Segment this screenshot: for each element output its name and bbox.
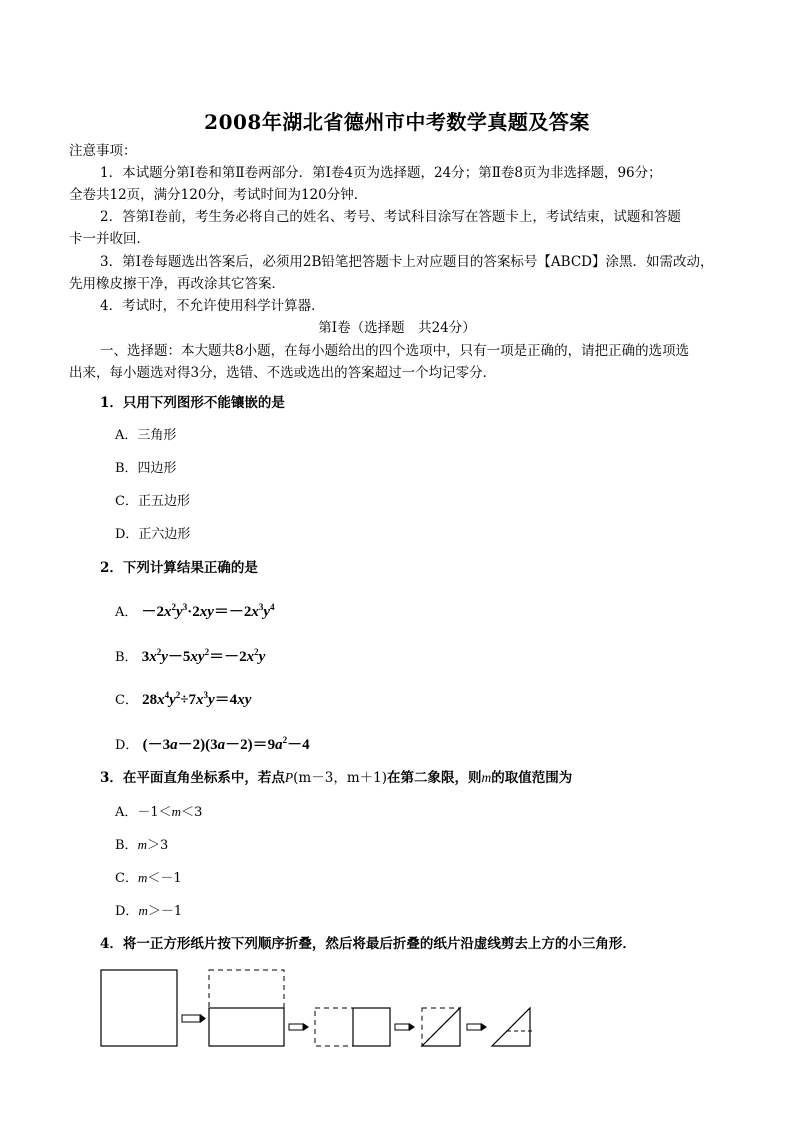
question-3-option-c-bound: ＜－1 bbox=[147, 871, 182, 886]
fold-arrow-4 bbox=[467, 1023, 487, 1031]
question-3-stem-c: 的取值范围为 bbox=[491, 770, 573, 786]
question-3-option-a bbox=[115, 803, 202, 822]
question-2-stem: 2．下列计算结果正确的是 bbox=[100, 560, 258, 576]
question-3-option-d bbox=[115, 902, 182, 921]
fold-arrow-3 bbox=[395, 1023, 415, 1031]
question-3-option-d-label: D． bbox=[115, 904, 139, 919]
question-2-option-b bbox=[115, 643, 265, 667]
notice-heading: 注意事项： bbox=[69, 143, 137, 159]
question-4-stem: 4．将一正方形纸片按下列顺序折叠，然后将最后折叠的纸片沿虚线剪去上方的小三角形． bbox=[100, 936, 636, 952]
question-3-stem bbox=[100, 769, 572, 787]
page-title: 2008年湖北省德州市中考数学真题及答案 bbox=[204, 110, 590, 134]
question-3-var: m bbox=[481, 770, 492, 785]
notice-item-2: 2．答第Ⅰ卷前，考生务必将自己的姓名、考号、考试科目涂写在答题卡上，考试结束，试题和答题 bbox=[100, 209, 681, 225]
question-3-point: P bbox=[284, 770, 294, 785]
question-3-option-d-bound: ＞－1 bbox=[147, 904, 183, 919]
question-2-option-a bbox=[115, 598, 275, 622]
question-2-option-d-label: D． bbox=[115, 738, 139, 753]
question-2-option-c-formula: $28x^4y^2\div 7x^3y=4xy$ bbox=[142, 690, 252, 708]
fold-arrow-2 bbox=[289, 1023, 309, 1031]
notice-item-1: 1．本试题分第Ⅰ卷和第Ⅱ卷两部分．第Ⅰ卷4页为选择题，24分；第Ⅱ卷8页为非选择题，96分； bbox=[100, 165, 662, 181]
notice-item-3: 3．第Ⅰ卷每题选出答案后，必须用2B铅笔把答题卡上对应题目的答案标号【ABCD】涂黑．如需改动， bbox=[100, 254, 714, 270]
question-3-option-b bbox=[115, 836, 168, 855]
fold-step-2 bbox=[209, 970, 284, 1046]
question-2-option-b-label: B． bbox=[115, 650, 138, 665]
question-2-option-c-label: C． bbox=[115, 693, 138, 708]
notice-item-2-cont: 卡一并收回． bbox=[69, 231, 150, 247]
question-3-stem-a: 3．在平面直角坐标系中，若点 bbox=[100, 770, 285, 786]
question-2-option-d bbox=[115, 731, 310, 755]
question-3-option-a-bound: ＜3 bbox=[181, 805, 203, 820]
question-3-coords: (m－3，m＋1) bbox=[293, 770, 387, 786]
question-3-option-a-var: m bbox=[171, 804, 182, 819]
section-intro-cont: 出来，每小题选对得3分，选错、不选或选出的答案超过一个均记零分． bbox=[69, 365, 497, 381]
fold-step-3 bbox=[315, 1008, 390, 1046]
question-2-option-d-formula: $(-3a-2)(3a-2)=9a^2-4$ bbox=[142, 735, 310, 753]
fold-arrow-1 bbox=[182, 1014, 206, 1023]
question-2-option-a-formula: $-2x^2y^3\cdot 2xy=-2x^3y^4$ bbox=[141, 602, 275, 620]
question-3-option-b-label: B． bbox=[115, 838, 138, 853]
question-1-option-c: C．正五边形 bbox=[115, 494, 190, 509]
question-3-stem-b: 在第二象限，则 bbox=[386, 770, 482, 786]
folding-diagram bbox=[95, 960, 540, 1050]
question-3-option-c-var: m bbox=[137, 870, 148, 885]
question-3-option-c-label: C． bbox=[115, 871, 138, 886]
question-3-option-b-var: m bbox=[137, 837, 147, 852]
question-1-stem: 1．只用下列图形不能镶嵌的是 bbox=[100, 395, 285, 411]
question-1-option-a: A．三角形 bbox=[115, 428, 177, 443]
question-3-option-c bbox=[115, 869, 182, 888]
fold-step-1-square bbox=[101, 970, 177, 1046]
question-1-option-d: D．正六边形 bbox=[115, 527, 191, 542]
notice-item-4: 4．考试时，不允许使用科学计算器． bbox=[100, 298, 325, 314]
notice-item-1-cont: 全卷共12页，满分120分，考试时间为120分钟． bbox=[69, 187, 368, 203]
section-heading: 第Ⅰ卷（选择题 共24分） bbox=[318, 320, 476, 336]
question-3-option-b-bound: ＞3 bbox=[146, 838, 169, 853]
question-2-option-c bbox=[115, 686, 251, 710]
fold-step-5-cut bbox=[492, 1008, 535, 1046]
question-2-option-b-formula: $3x^2y-5xy^2=-2x^2y$ bbox=[141, 647, 266, 665]
question-3-option-a-label: A．－1＜ bbox=[115, 805, 172, 820]
question-1-option-b: B．四边形 bbox=[115, 461, 177, 476]
notice-item-3-cont: 先用橡皮擦干净，再改涂其它答案． bbox=[69, 276, 285, 292]
fold-step-4 bbox=[422, 1008, 460, 1046]
question-2-option-a-label: A． bbox=[115, 605, 138, 620]
section-intro: 一、选择题：本大题共8小题，在每小题给出的四个选项中，只有一项是正确的，请把正确的选项选 bbox=[100, 343, 690, 359]
question-3-option-d-var: m bbox=[138, 903, 148, 918]
